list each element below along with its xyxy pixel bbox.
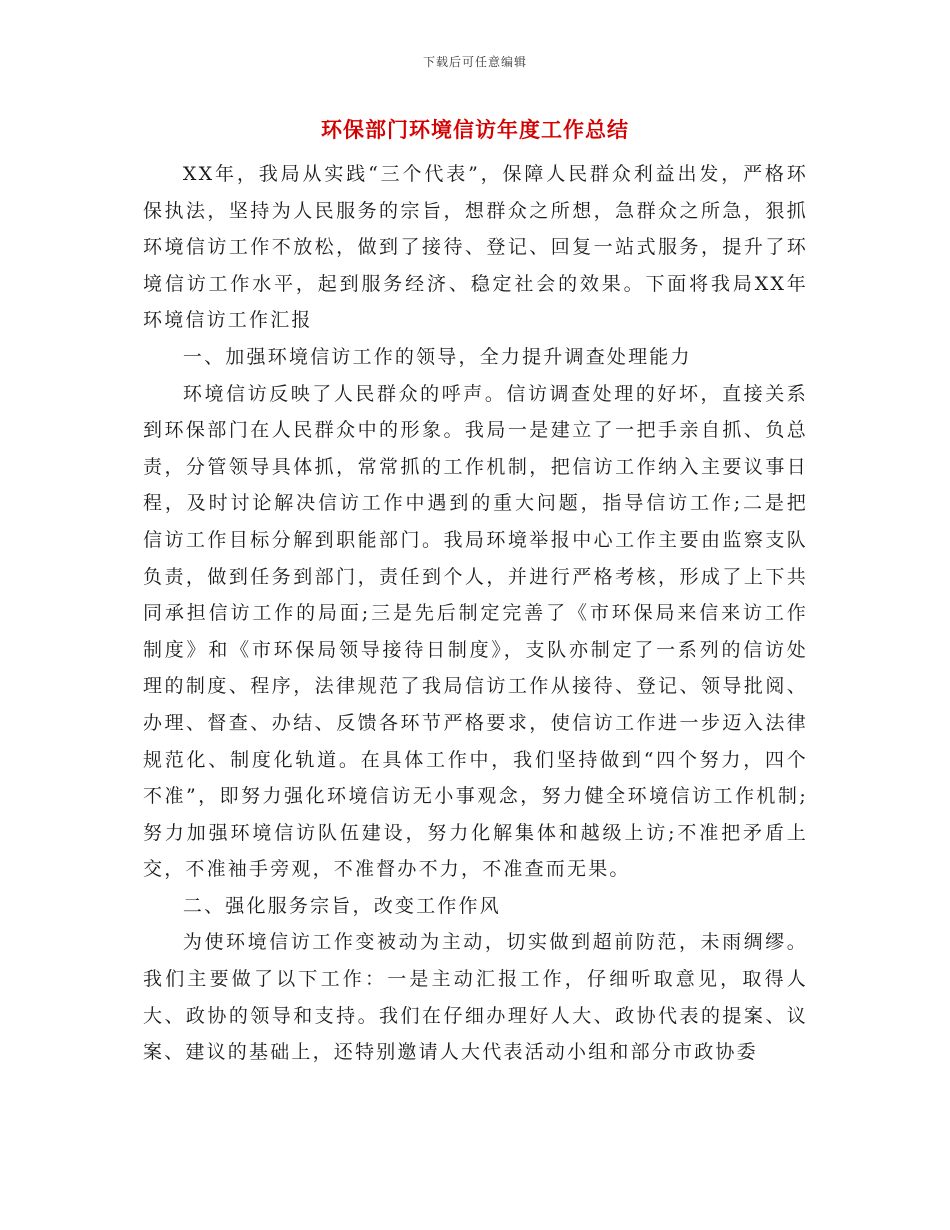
- intro-paragraph: XX年，我局从实践“三个代表”，保障人民群众利益出发，严格环保执法，坚持为人民服务的宗旨，想群众之所想，急群众之所急，狠抓环境信访工作不放松，做到了接待、登记、回复一站式服务，提升了环境信访工作水平，起到服务经济、稳定社会的效果。下面将我局XX年环境信访工作汇报: [143, 163, 808, 332]
- section-heading-2: 二、强化服务宗旨，改变工作作风: [182, 894, 501, 917]
- header-note: 下载后可任意编辑: [422, 55, 527, 69]
- document-title: 环保部门环境信访年度工作总结: [321, 117, 629, 142]
- body-paragraph-1: 环境信访反映了人民群众的呼声。信访调查处理的好坏，直接关系到环保部门在人民群众中的形象。我局一是建立了一把手亲自抓、负总责，分管领导具体抓，常常抓的工作机制，把信访工作纳入主要议事日程，及时讨论解决信访工作中遇到的重大问题，指导信访工作;二是把信访工作目标分解到职能部门。我局环境举报中心工作主要由监察支队负责，做到任务到部门，责任到个人，并进行严格考核，形成了上下共同承担信访工作的局面;三是先后制定完善了《市环保局来信来访工作制度》和《市环保局领导接待日制度》，支队亦制定了一系列的信访处理的制度、程序，法律规范了我局信访工作从接待、登记、领导批阅、办理、督查、办结、反馈各环节严格要求，使信访工作进一步迈入法律规范化、制度化轨道。在具体工作中，我们坚持做到“四个努力，四个不准”，即努力强化环境信访无小事观念，努力健全环境信访工作机制;努力加强环境信访队伍建设，努力化解集体和越级上访;不准把矛盾上交，不准袖手旁观，不准督办不力，不准查而无果。: [143, 382, 808, 881]
- body-paragraph-2: 为使环境信访工作变被动为主动，切实做到超前防范，未雨绸缪。我们主要做了以下工作：一是主动汇报工作，仔细听取意见，取得人大、政协的领导和支持。我们在仔细办理好人大、政协代表的提案、议案、建议的基础上，还特别邀请人大代表活动小组和部分市政协委: [143, 931, 808, 1064]
- document-body: [143, 156, 808, 1071]
- section-heading-1: 一、加强环境信访工作的领导，全力提升调查处理能力: [182, 345, 692, 368]
